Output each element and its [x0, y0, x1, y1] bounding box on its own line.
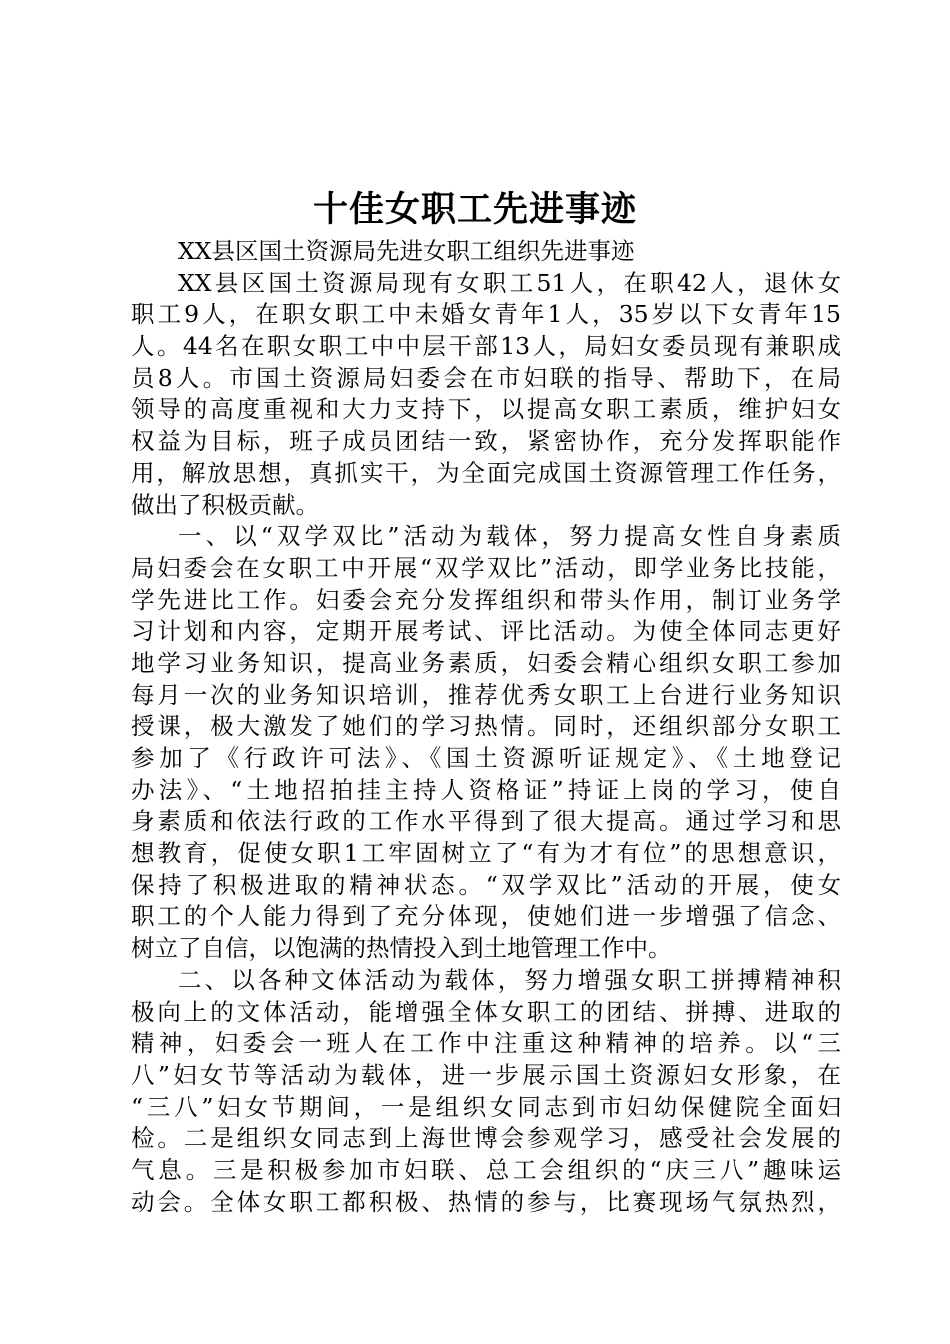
text-line: 授课，极大激发了她们的学习热情。同时，还组织部分女职工 [131, 712, 841, 741]
document-title: 十佳女职工先进事迹 [312, 189, 637, 230]
text-line: “三八”妇女节期间，一是组织女同志到市妇幼保健院全面妇 [131, 1092, 841, 1121]
text-line: 参加了《行政许可法》、《国土资源听证规定》、《土地登记 [131, 744, 841, 772]
text-line: 动会。全体女职工都积极、热情的参与，比赛现场气氛热烈， [131, 1187, 841, 1216]
text-line: 习计划和内容，定期开展考试、评比活动。为使全体同志更好 [131, 617, 841, 646]
text-line: 想教育，促使女职1工牢固树立了“有为才有位”的思想意识， [131, 839, 841, 868]
text-line: 职工9人，在职女职工中未婚女青年1人，35岁以下女青年15 [131, 300, 841, 329]
text-line: 学先进比工作。妇委会充分发挥组织和带头作用，制订业务学 [131, 585, 841, 614]
text-line: 二、以各种文体活动为载体，努力增强女职工拼搏精神积 [178, 965, 841, 994]
text-line: 每月一次的业务知识培训，推荐优秀女职工上台进行业务知识 [131, 680, 841, 709]
text-line: 极向上的文体活动，能增强全体女职工的团结、拼搏、进取的 [131, 997, 841, 1026]
text-line: 领导的高度重视和大力支持下，以提高女职工素质，维护妇女 [131, 395, 841, 424]
text-line: 检。二是组织女同志到上海世博会参观学习，感受社会发展的 [131, 1124, 841, 1153]
text-line: 地学习业务知识，提高业务素质，妇委会精心组织女职工参加 [131, 648, 841, 677]
text-line: 一、以“双学双比”活动为载体，努力提高女性自身素质 [178, 522, 841, 551]
text-line: 树立了自信，以饱满的热情投入到土地管理工作中。 [131, 934, 672, 963]
text-line: 用，解放思想，真抓实干，为全面完成国土资源管理工作任务， [131, 458, 841, 487]
text-line: 气息。三是积极参加市妇联、总工会组织的“庆三八”趣味运 [131, 1155, 841, 1184]
text-line: 精神，妇委会一班人在工作中注重这种精神的培养。以“三 [131, 1029, 841, 1058]
text-line: 局妇委会在女职工中开展“双学双比”活动，即学业务比技能， [131, 553, 841, 582]
text-line: 办法》、“土地招拍挂主持人资格证”持证上岗的学习，使自 [131, 775, 841, 804]
text-line: 身素质和依法行政的工作水平得到了很大提高。通过学习和思 [131, 807, 841, 836]
text-line: 保持了积极进取的精神状态。“双学双比”活动的开展，使女 [131, 870, 841, 899]
text-line: XX县区国土资源局先进女职工组织先进事迹 [178, 237, 635, 265]
text-line: 员8人。市国土资源局妇委会在市妇联的指导、帮助下，在局 [131, 363, 841, 392]
text-line: 权益为目标，班子成员团结一致，紧密协作，充分发挥职能作 [131, 427, 841, 456]
text-line: 八”妇女节等活动为载体，进一步展示国土资源妇女形象，在 [131, 1060, 841, 1089]
text-line: 做出了积极贡献。 [131, 490, 319, 519]
text-line: 人。44名在职女职工中中层干部13人，局妇女委员现有兼职成 [131, 332, 841, 361]
text-line: 职工的个人能力得到了充分体现，使她们进一步增强了信念、 [131, 902, 841, 931]
text-line: XX县区国土资源局现有女职工51人，在职42人，退休女 [178, 268, 841, 297]
document-body [131, 236, 841, 1218]
